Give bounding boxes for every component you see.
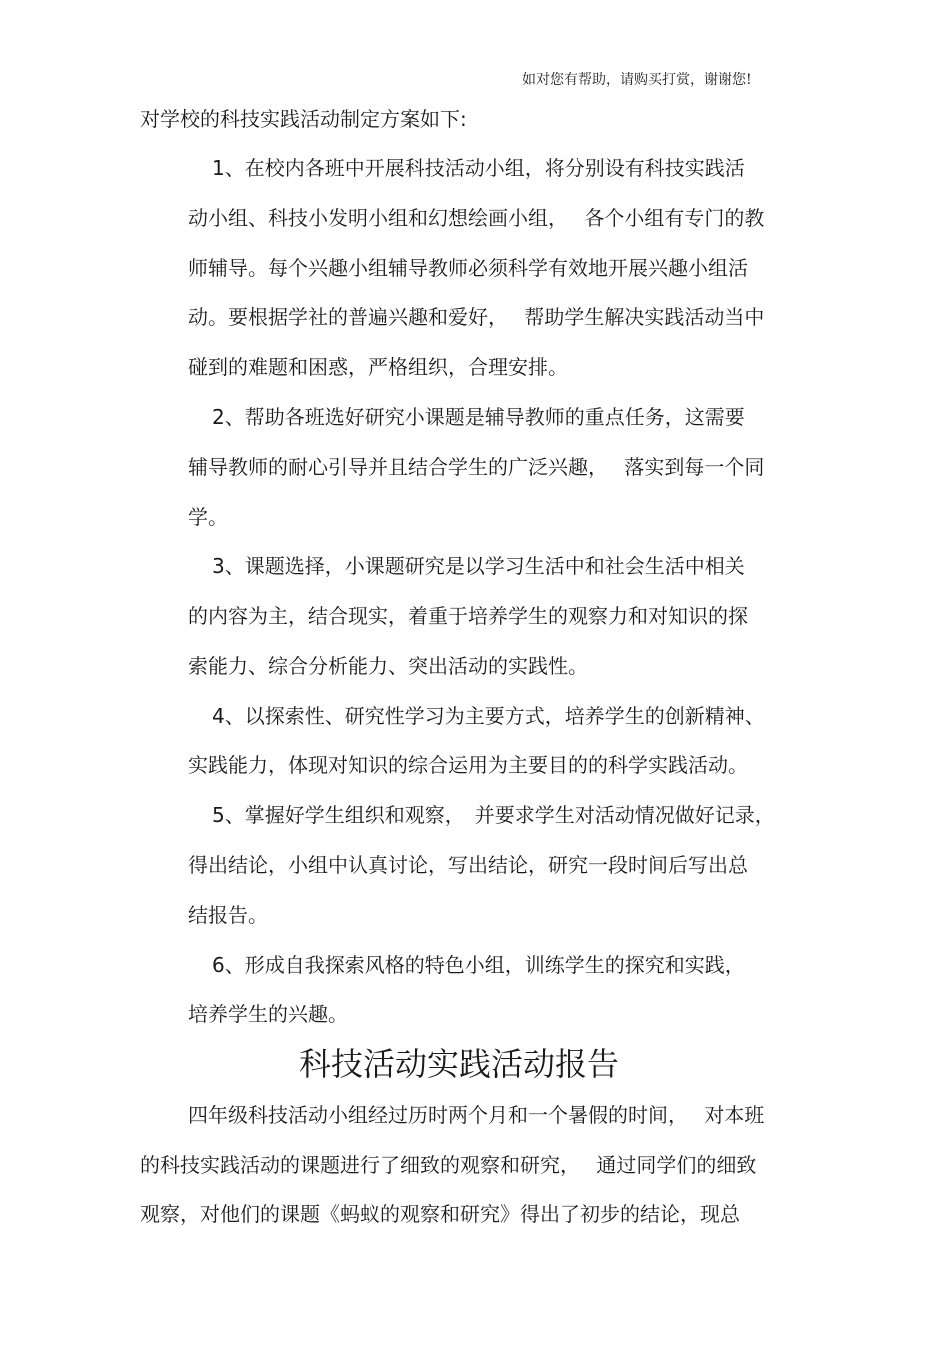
plan-line: 动小组、科技小发明小组和幻想绘画小组， 各个小组有专门的教: [188, 206, 765, 230]
plan-line: 动。要根据学社的普遍兴趣和爱好， 帮助学生解决实践活动当中: [188, 305, 765, 329]
plan-line: 师辅导。每个兴趣小组辅导教师必须科学有效地开展兴趣小组活: [188, 256, 748, 280]
plan-line: 碰到的难题和困惑，严格组织，合理安排。: [188, 355, 568, 379]
report-line: 观察，对他们的课题《蚂蚁的观察和研究》得出了初步的结论，现总: [140, 1202, 740, 1226]
plan-line: 辅导教师的耐心引导并且结合学生的广泛兴趣， 落实到每一个同: [188, 455, 765, 479]
plan-line: 3、课题选择，小课题研究是以学习生活中和社会生活中相关: [212, 554, 745, 578]
plan-line: 6、形成自我探索风格的特色小组，训练学生的探究和实践，: [212, 953, 745, 977]
plan-line: 1、在校内各班中开展科技活动小组，将分别设有科技实践活: [212, 156, 745, 180]
plan-line: 得出结论，小组中认真讨论，写出结论，研究一段时间后写出总: [188, 853, 748, 877]
plan-line: 实践能力，体现对知识的综合运用为主要目的的科学实践活动。: [188, 753, 748, 777]
report-line: 四年级科技活动小组经过历时两个月和一个暑假的时间， 对本班: [188, 1103, 765, 1127]
header-note: 如对您有帮助，请购买打赏，谢谢您!: [522, 72, 752, 88]
plan-line: 索能力、综合分析能力、突出活动的实践性。: [188, 654, 588, 678]
report-title: 科技活动实践活动报告: [298, 1045, 619, 1083]
plan-line: 4、以探索性、研究性学习为主要方式，培养学生的创新精神、: [212, 704, 765, 728]
report-line: 的科技实践活动的课题进行了细致的观察和研究， 通过同学们的细致: [140, 1153, 757, 1177]
intro-line: 对学校的科技实践活动制定方案如下:: [140, 107, 467, 131]
plan-line: 5、掌握好学生组织和观察， 并要求学生对活动情况做好记录，: [212, 803, 775, 827]
plan-line: 结报告。: [188, 903, 268, 927]
plan-line: 学。: [188, 505, 228, 529]
plan-line: 的内容为主，结合现实，着重于培养学生的观察力和对知识的探: [188, 604, 748, 628]
plan-line: 培养学生的兴趣。: [188, 1002, 348, 1026]
plan-line: 2、帮助各班选好研究小课题是辅导教师的重点任务，这需要: [212, 405, 745, 429]
